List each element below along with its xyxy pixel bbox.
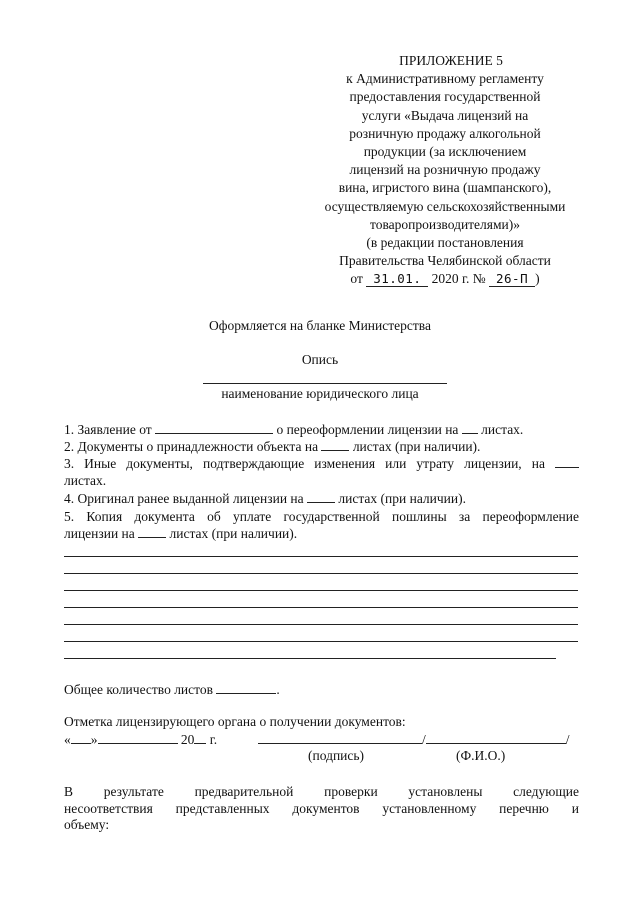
appendix-line: лицензий на розничную продажу [349, 162, 541, 178]
sheets-blank [307, 490, 335, 503]
result-line-2: несоответствия представленных документов установленному перечню и [64, 801, 579, 816]
entity-name-caption: наименование юридического лица [221, 386, 419, 401]
name-blank [426, 731, 566, 744]
sheets-blank [555, 455, 579, 468]
total-sheets: Общее количество листов . [64, 682, 280, 697]
list-item-3-cont: листах. [64, 473, 107, 488]
date-blank [155, 421, 273, 434]
appendix-line: к Административному регламенту [346, 71, 544, 87]
list-item-3: 3. Иные документы, подтверждающие изменения или утрату лицензии, на [64, 455, 579, 472]
result-line-3: объему: [64, 817, 110, 832]
name-caption: (Ф.И.О.) [456, 748, 506, 763]
receipt-label: Отметка лицензирующего органа о получении документов: [64, 714, 406, 729]
appendix-line: предоставления государственной [349, 89, 541, 105]
appendix-header [300, 52, 590, 289]
form-note: Оформляется на бланке Министерства [209, 318, 431, 333]
appendix-line: осуществляемую сельскохозяйственными [324, 198, 566, 214]
appendix-date-line [300, 270, 590, 288]
month-blank [98, 731, 178, 744]
list-item-2: 2. Документы о принадлежности объекта на листах (при наличии). [64, 439, 481, 454]
year-blank [194, 731, 206, 744]
total-sheets-blank [216, 681, 276, 694]
document-title: Опись [301, 352, 339, 367]
blank-line [64, 658, 556, 659]
list-item-5-cont: лицензии на листах (при наличии). [64, 526, 298, 541]
list-item-1: 1. Заявление от о переоформлении лицензии на листах. [64, 422, 524, 437]
blank-line [64, 573, 578, 574]
handwritten-date: 31.01. [373, 271, 422, 287]
appendix-line: Правительства Челябинской области [339, 253, 551, 269]
blank-line [64, 641, 578, 642]
appendix-line: услуги «Выдача лицензий на [361, 107, 529, 123]
handwritten-number: 26-П [496, 271, 529, 287]
sheets-blank [462, 421, 478, 434]
receipt-date-row: « » 20 г. [64, 732, 218, 747]
blank-line [64, 624, 578, 625]
date-year: 2020 г. № [431, 271, 486, 287]
appendix-line: вина, игристого вина (шампанского), [338, 180, 552, 196]
receipt-signature-row: / / [258, 731, 570, 748]
day-blank [71, 731, 91, 744]
appendix-line: товаропроизводителями)» [369, 216, 521, 232]
sheets-blank [321, 438, 349, 451]
entity-name-line [203, 383, 447, 384]
date-suffix: ) [535, 271, 540, 287]
blank-line [64, 607, 578, 608]
date-prefix: от [350, 271, 363, 287]
result-line-1: В результате предварительной проверки установлены следующие [64, 784, 579, 799]
appendix-line: (в редакции постановления [366, 235, 524, 251]
appendix-title: ПРИЛОЖЕНИЕ 5 [399, 53, 503, 68]
blank-line [64, 590, 578, 591]
signature-blank [258, 731, 422, 744]
appendix-line: розничную продажу алкогольной [349, 125, 541, 141]
appendix-line: продукции (за исключением [363, 144, 527, 160]
blank-line [64, 556, 578, 557]
sheets-blank [138, 525, 166, 538]
number-field [489, 272, 535, 287]
list-item-5: 5. Копия документа об уплате государственной пошлины за переоформление [64, 509, 579, 524]
list-item-4: 4. Оригинал ранее выданной лицензии на листах (при наличии). [64, 491, 467, 506]
date-field [366, 272, 428, 287]
signature-caption: (подпись) [308, 748, 365, 763]
total-sheets-label: Общее количество листов [64, 682, 213, 697]
